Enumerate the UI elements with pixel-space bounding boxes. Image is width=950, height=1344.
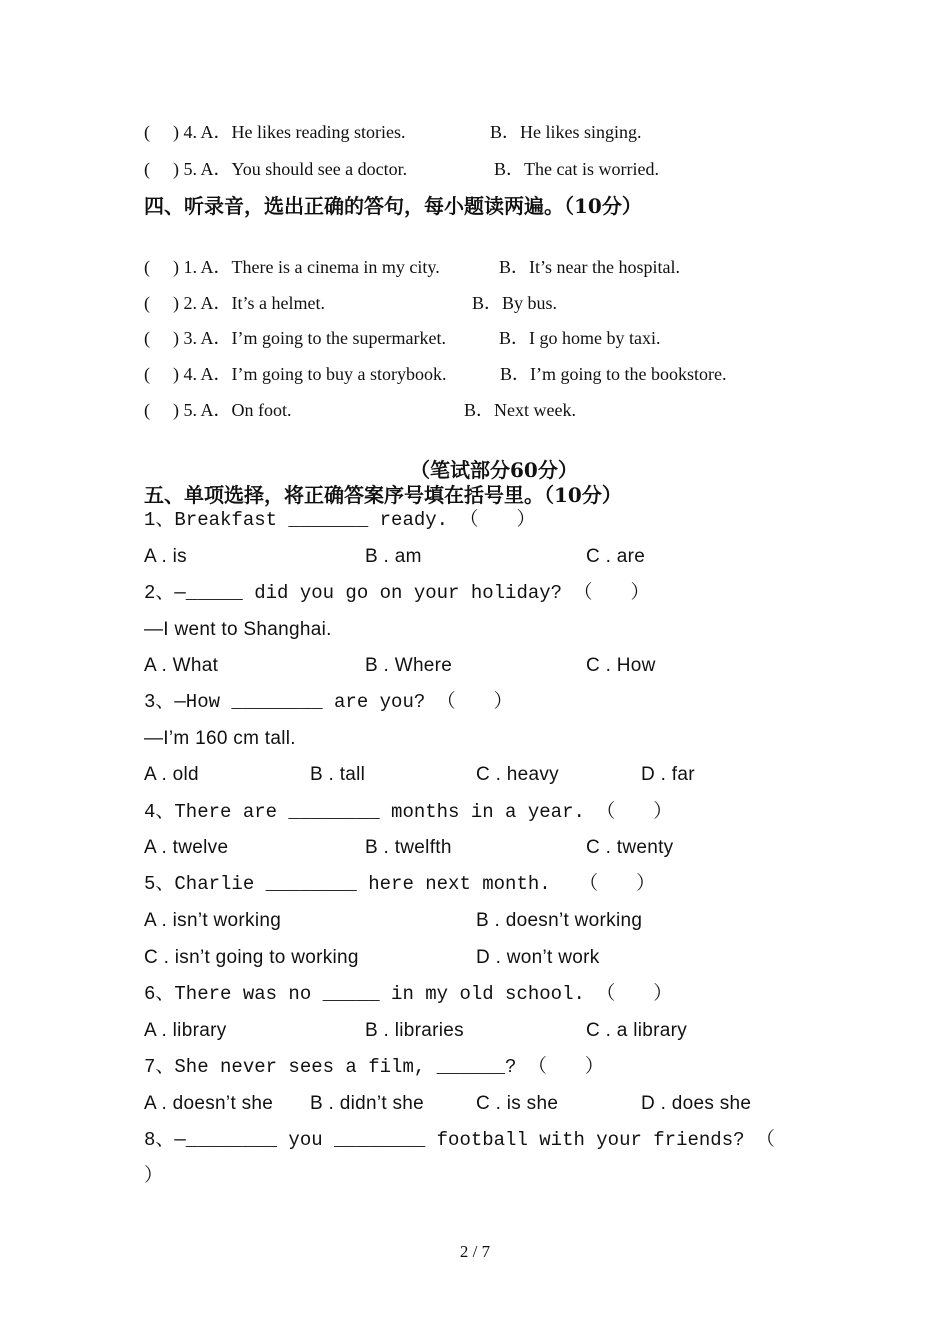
q2-option-a: A . What (144, 655, 219, 676)
s4-q1-option-b: B．It’s near the hospital. (499, 257, 680, 277)
q6-option-a: A . library (144, 1020, 227, 1041)
q1-option-c: C . are (586, 546, 646, 567)
q3-option-b: B . tall (310, 764, 366, 785)
s4-q5-option-b: B．Next week. (464, 400, 576, 420)
q8-stem: 8、—________ you ________ football with your friends? （ (144, 1129, 775, 1151)
section5-title: 五、单项选择，将正确答案序号填在括号里。（10分） (144, 483, 622, 507)
q8-stem-continued: ） (144, 1165, 164, 1187)
q7-stem: 7、She never sees a film, ______? （ ） (144, 1056, 604, 1078)
q5-option-d: D . won’t work (476, 947, 600, 968)
s4-q1-option-a: ) 1. A．There is a cinema in my city. (173, 257, 440, 277)
s4-q3-option-a: ) 3. A．I’m going to the supermarket. (173, 328, 446, 348)
q4-option-b: B . twelfth (365, 837, 452, 858)
s4-q2-bracket: ( (144, 293, 150, 313)
q4-stem: 4、There are ________ months in a year. （ ） (144, 801, 673, 823)
section4-title: 四、听录音，选出正确的答句，每小题读两遍。（10分） (144, 194, 642, 218)
q3-option-d: D . far (641, 764, 695, 785)
q5-option-c: C . isn’t going to working (144, 947, 359, 968)
q3-option-a: A . old (144, 764, 199, 785)
q6-stem: 6、There was no _____ in my old school. （ ） (144, 983, 673, 1005)
q2-stem: 2、—_____ did you go on your holiday? （ ） (144, 582, 650, 604)
q2-option-c: C . How (586, 655, 656, 676)
q5-option-b: B . doesn’t working (476, 910, 643, 931)
q7-option-d: D . does she (641, 1093, 752, 1114)
s4-q4-option-b: B．I’m going to the bookstore. (500, 364, 727, 384)
page-number: 2 / 7 (459, 1242, 491, 1261)
q7-option-a: A . doesn’t she (144, 1093, 274, 1114)
s3-q5-option-b: B．The cat is worried. (494, 159, 659, 179)
q4-option-c: C . twenty (586, 837, 674, 858)
s4-q2-option-a: ) 2. A．It’s a helmet. (173, 293, 325, 313)
q7-option-c: C . is she (476, 1093, 559, 1114)
s4-q5-bracket: ( (144, 400, 150, 420)
s3-q4-bracket: ( (144, 122, 150, 142)
s3-q4-option-a: ) 4. A．He likes reading stories. (173, 122, 406, 142)
s4-q5-option-a: ) 5. A．On foot. (173, 400, 292, 420)
q6-option-b: B . libraries (365, 1020, 464, 1041)
q1-option-a: A . is (144, 546, 187, 567)
s3-q5-bracket: ( (144, 159, 150, 179)
s4-q4-bracket: ( (144, 364, 150, 384)
s4-q2-option-b: B．By bus. (472, 293, 558, 313)
q7-option-b: B . didn’t she (310, 1093, 425, 1114)
s3-q5-option-a: ) 5. A．You should see a doctor. (173, 159, 408, 179)
q4-option-a: A . twelve (144, 837, 229, 858)
q5-stem: 5、Charlie ________ here next month. （ ） (144, 873, 656, 895)
q3-reply: —I’m 160 cm tall. (144, 728, 296, 749)
q6-option-c: C . a library (586, 1020, 688, 1041)
q2-reply: —I went to Shanghai. (144, 619, 332, 640)
s4-q4-option-a: ) 4. A．I’m going to buy a storybook. (173, 364, 447, 384)
q1-option-b: B . am (365, 546, 422, 567)
q3-option-c: C . heavy (476, 764, 559, 785)
written-part-heading: （笔试部分60分） (410, 458, 578, 482)
s4-q3-bracket: ( (144, 328, 150, 348)
q3-stem: 3、—How ________ are you? （ ） (144, 691, 513, 713)
s4-q3-option-b: B．I go home by taxi. (499, 328, 661, 348)
q1-stem: 1、Breakfast _______ ready. （ ） (144, 509, 536, 531)
s4-q1-bracket: ( (144, 257, 150, 277)
s3-q4-option-b: B．He likes singing. (490, 122, 642, 142)
q5-option-a: A . isn’t working (144, 910, 282, 931)
q2-option-b: B . Where (365, 655, 453, 676)
